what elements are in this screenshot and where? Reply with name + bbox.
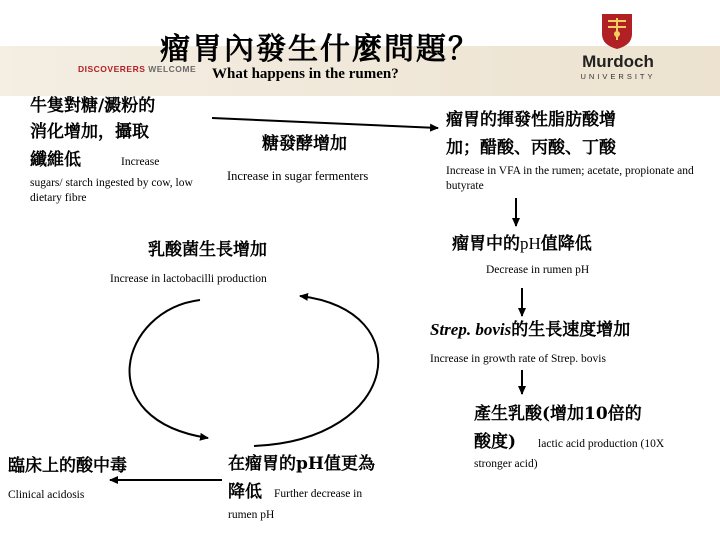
- node-vfa-zh-1: 瘤胃的揮發性脂肪酸增: [446, 110, 616, 130]
- node-ph-further-zh-1: 在瘤胃的pH值更為: [228, 454, 375, 474]
- node-lactic-zh-2: [474, 430, 664, 456]
- node-lactic-en: stronger acid): [474, 458, 538, 470]
- node-fermenters-en: Increase in sugar fermenters: [227, 169, 369, 183]
- node-ph-down-zh-ph: pH: [520, 234, 541, 253]
- node-ph-down-zh: [452, 232, 592, 256]
- node-lactic-en-inline: lactic acid production (10X: [538, 438, 665, 450]
- node-ph-further-en-inline: Further decrease in: [274, 488, 363, 500]
- node-lactic-zh-1: 產生乳酸(增加10倍的: [474, 404, 642, 424]
- node-ph-further-en: rumen pH: [228, 509, 275, 521]
- node-ph-down-en: Decrease in rumen pH: [486, 264, 590, 276]
- node-vfa-zh-2: 加；醋酸、丙酸、丁酸: [446, 138, 616, 158]
- tagline-part1: DISCOVERERS: [78, 64, 146, 74]
- cycle-arc-left: [130, 300, 208, 438]
- node-fermenters-zh: 糖發酵增加: [262, 134, 347, 154]
- node-intake-en-inline: Increase: [121, 156, 160, 168]
- node-ph-further-zh-2-text: 降低: [228, 482, 262, 502]
- node-strep-zh: [430, 318, 630, 342]
- node-intake-zh-3-text: 纖維低: [30, 150, 81, 170]
- cycle-arc-right: [254, 296, 378, 446]
- node-ph-down-zh-prefix: 瘤胃中的: [452, 234, 520, 254]
- slide-title-en: What happens in the rumen?: [212, 66, 399, 82]
- logo-name: Murdoch: [582, 52, 654, 71]
- node-lactobacilli-zh: 乳酸菌生長增加: [148, 240, 267, 260]
- node-vfa-en: Increase in VFA in the rumen; acetate, propionate and butyrate: [446, 165, 694, 192]
- node-ph-further-zh-2: [228, 480, 362, 506]
- node-ph-down-zh-suffix: 值降低: [540, 234, 592, 254]
- node-intake-en: sugars/ starch ingested by cow, low dietary fibre: [30, 177, 193, 204]
- logo-sub: UNIVERSITY: [580, 72, 656, 81]
- node-lactobacilli-en: Increase in lactobacilli production: [110, 273, 267, 285]
- node-strep-zh-italic: Strep. bovis: [430, 320, 512, 339]
- node-acidosis-zh: 臨床上的酸中毒: [8, 456, 127, 476]
- tagline-part2: WELCOME: [148, 64, 197, 74]
- node-intake-zh-2: 消化增加，攝取: [30, 122, 149, 142]
- arrow-intake-to-vfa: [212, 118, 438, 128]
- node-acidosis-en: Clinical acidosis: [8, 489, 85, 501]
- node-lactic-zh-2-text: 酸度): [474, 432, 517, 452]
- node-strep-zh-suffix: 的生長速度增加: [511, 320, 631, 340]
- node-intake-zh-3: [30, 148, 159, 174]
- node-strep-en: Increase in growth rate of Strep. bovis: [430, 353, 606, 365]
- node-intake-zh-1: 牛隻對糖/澱粉的: [30, 96, 156, 116]
- slide-title-zh: 瘤胃內發生什麼問題？: [160, 32, 480, 67]
